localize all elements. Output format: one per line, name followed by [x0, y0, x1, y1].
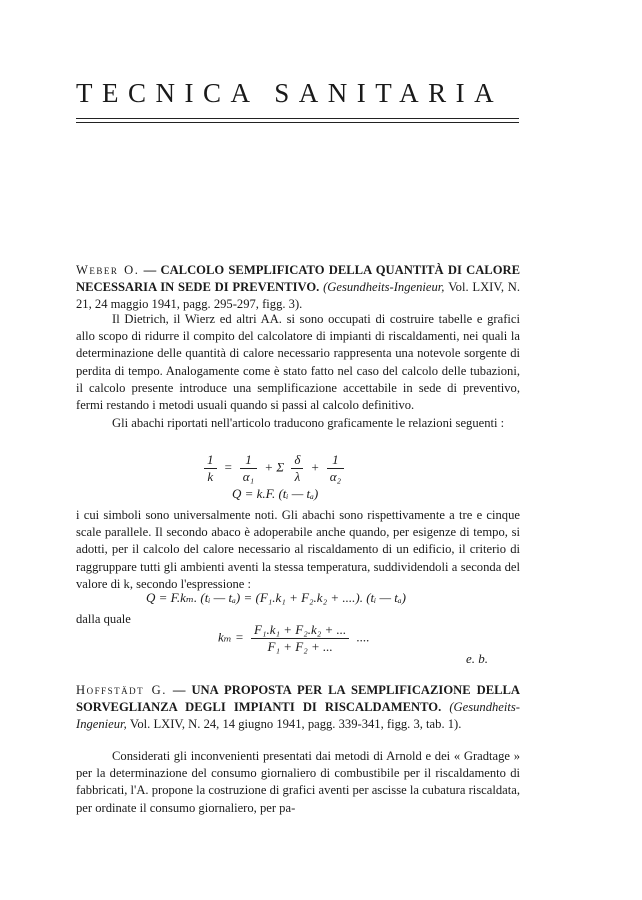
article1-heading [76, 262, 520, 314]
f1-t2-den: λ [294, 469, 301, 484]
article1-journal: (Gesundheits-Ingenieur, [323, 280, 445, 295]
formula-4 [218, 622, 370, 655]
article1-title: — CALCOLO SEMPLIFICATO DELLA QUANTITÀ DI CALORE NECESSARIA IN SEDE DI PREVENTIVO. [76, 263, 520, 295]
article1-author: Weber O. [76, 263, 140, 277]
f4-num: F₁.k₁ + F₂.k₂ + ... [251, 622, 349, 639]
f1-t2-num: δ [291, 452, 303, 469]
f1-t1-num: 1 [240, 452, 257, 469]
article2-heading [76, 682, 520, 734]
f1-t3-num: 1 [327, 452, 344, 469]
f1-eq: = [223, 459, 233, 475]
dalla-quale: dalla quale [76, 612, 131, 626]
article1-paragraph-2: Gli abachi riportati nell'articolo traducono graficamente le relazioni seguenti : [112, 416, 505, 430]
running-title: TECNICA SANITARIA [76, 78, 504, 108]
f1-plus: + [310, 459, 320, 475]
f4-lhs: kₘ = [218, 629, 244, 645]
article1-signature: e. b. [466, 651, 489, 666]
formula-1 [200, 452, 348, 485]
article2-paragraph-1: Considerati gli inconvenienti presentati dai metodi di Arnold e dei « Gradtage » per la determinazione del consumo giornaliero di combustibile per il riscaldamento di fabbricati, l'A. propone la costruzione di grafici aventi per ascisse la cubatura riscaldata, per ordinate il consumo giornaliero, per pa- [76, 749, 520, 815]
article2-title: — UNA PROPOSTA PER LA SEMPLIFICAZIONE DELLA SORVEGLIANZA DEGLI IMPIANTI DI RISCALDAMENTO. [76, 683, 521, 715]
article1-paragraph-1: Il Dietrich, il Wierz ed altri AA. si sono occupati di costruire tabelle e grafici allo scopo di ridurre il compito del calcolatore di impianti di riscaldamenti, nei quali la determinazione delle quantità di calore necessario rappresenta una notevole sorgente di perdita di tempo. Analogamente come è stato fatto nel caso del calcolo delle tubazioni, il calcolo presente introduce una semplificazione accettabile in sede di preventivo, fermi restando i metodi usuali quando si passi al calcolo definitivo. [76, 312, 520, 413]
article2-journal: (Gesundheits-Ingenieur, [76, 700, 520, 732]
title-rule-bottom [76, 122, 519, 123]
title-rule-top [76, 118, 519, 119]
f4-den: F₁ + F₂ + ... [267, 639, 333, 654]
f1-lhs-num: 1 [204, 452, 217, 469]
article1-citation: Vol. LXIV, N. 21, 24 maggio 1941, pagg. 295-297, figg. 3). [76, 280, 520, 312]
f1-lhs-den: k [207, 469, 214, 484]
formula-2: Q = k.F. (tᵢ — tₐ) [232, 486, 319, 501]
article2-author: Hoffstädt G. [76, 683, 167, 697]
article2-citation: Vol. LXIV, N. 24, 14 giugno 1941, pagg. 339-341, figg. 3, tab. 1). [129, 717, 462, 732]
f1-plus-sigma: + Σ [264, 459, 285, 475]
f1-t1-den: α₁ [242, 469, 255, 484]
formula-3: Q = F.kₘ. (tᵢ — tₐ) = (F₁.k₁ + F₂.k₂ + ....). (tᵢ — tₐ) [146, 590, 406, 605]
article1-paragraph-3: i cui simboli sono universalmente noti. Gli abachi sono rispettivamente a tre e cinque scale parallele. Il secondo abaco è adoperabile anche quando, per esigenze di tempo, si adotti, per il calcolo del calore necessario al riscaldamento di un edificio, il criterio di raggruppare tutti gli ambienti aventi la stessa temperatura, suddividendoli a seconda del valore di k, secondo l'espressione : [76, 508, 520, 591]
f1-t3-den: α₂ [329, 469, 342, 484]
f4-tail: .... [356, 629, 370, 645]
